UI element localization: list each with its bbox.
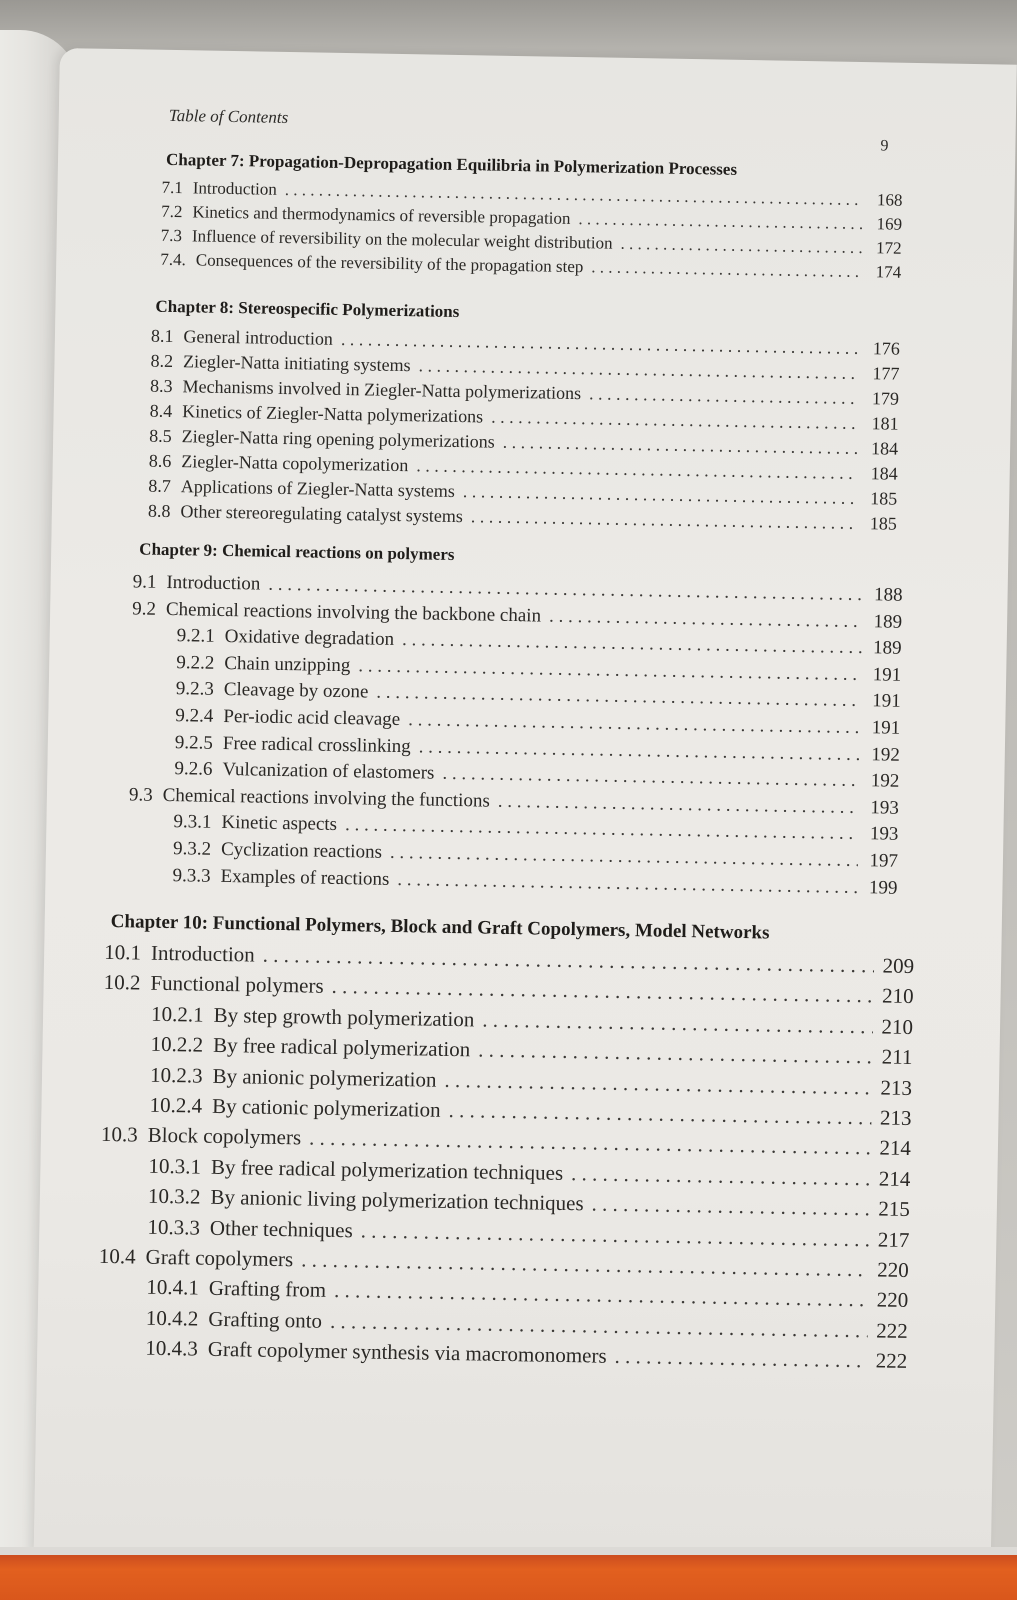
book-page xyxy=(34,48,1017,1569)
section-title: Ziegler-Natta ring opening polymerizations xyxy=(181,426,495,452)
page-number: 9 xyxy=(880,137,889,155)
page-ref: 220 xyxy=(876,1287,909,1313)
section-number: 9.2.2 xyxy=(176,651,215,674)
section-title: Kinetics and thermodynamics of reversible propagation xyxy=(192,202,571,228)
section-number: 8.7 xyxy=(148,475,172,497)
section-number: 10.1 xyxy=(104,939,142,965)
section-title: Other techniques xyxy=(209,1215,354,1242)
dot-leader xyxy=(471,506,857,534)
section-title: Consequences of the reversibility of the propagation step xyxy=(195,250,584,277)
section-title: Block copolymers xyxy=(147,1123,302,1150)
section-number: 7.2 xyxy=(160,201,183,222)
dot-leader xyxy=(620,234,861,258)
page-ref: 222 xyxy=(875,1348,908,1374)
section-title: By free radical polymerization techniques xyxy=(210,1154,564,1185)
page-ref: 181 xyxy=(871,413,899,434)
dot-leader xyxy=(402,629,862,659)
book-cover-edge xyxy=(0,1553,1017,1600)
section-number: 9.2 xyxy=(132,597,157,620)
page-ref: 189 xyxy=(873,610,903,633)
page-ref: 220 xyxy=(877,1257,910,1282)
section-title: Cyclization reactions xyxy=(220,838,383,863)
page-ref: 193 xyxy=(870,797,900,819)
section-number: 9.2.6 xyxy=(174,758,213,780)
section-number: 10.2.3 xyxy=(149,1062,203,1088)
page-ref: 172 xyxy=(875,238,902,258)
dot-leader xyxy=(549,605,862,632)
section-title: Applications of Ziegler-Natta systems xyxy=(180,476,456,501)
dot-leader xyxy=(444,1067,872,1099)
page-ref: 197 xyxy=(869,850,899,872)
page-ref: 213 xyxy=(880,1075,913,1100)
dot-leader xyxy=(591,1192,870,1222)
page-ref: 169 xyxy=(876,214,903,234)
section-number: 9.1 xyxy=(132,571,157,593)
section-number: 7.3 xyxy=(160,225,183,246)
page-ref: 209 xyxy=(882,953,915,979)
section-title: By step growth polymerization xyxy=(213,1002,475,1032)
section-title: Oxidative degradation xyxy=(224,626,395,651)
section-number: 7.4. xyxy=(160,249,186,270)
section-title: Cleavage by ozone xyxy=(223,679,369,703)
dot-leader xyxy=(358,655,861,686)
section-number: 8.8 xyxy=(147,500,171,521)
dot-leader xyxy=(448,1098,871,1130)
page-ref: 179 xyxy=(871,388,900,409)
section-title: Ziegler-Natta initiating systems xyxy=(182,351,411,376)
section-title: Introduction xyxy=(192,178,278,199)
dot-leader xyxy=(482,1007,873,1039)
page-ref: 176 xyxy=(872,338,901,359)
dot-leader xyxy=(345,814,859,845)
section-title: Examples of reactions xyxy=(220,865,390,890)
dot-leader xyxy=(614,1344,867,1373)
dot-leader xyxy=(589,383,859,409)
page-ref: 210 xyxy=(881,983,914,1009)
page-ref: 215 xyxy=(878,1196,911,1222)
section-number: 8.6 xyxy=(148,450,172,472)
page-ref: 213 xyxy=(879,1105,912,1131)
page-ref: 214 xyxy=(879,1135,912,1161)
section-number: 10.2 xyxy=(103,970,141,995)
section-number: 10.3.2 xyxy=(147,1183,201,1209)
dot-leader xyxy=(334,1278,869,1312)
dot-leader xyxy=(463,481,858,509)
page-ref: 193 xyxy=(869,823,899,846)
section-title: Chemical reactions involving the backbone chain xyxy=(165,598,542,627)
dot-leader xyxy=(301,1247,869,1282)
page-ref: 184 xyxy=(870,438,899,459)
dot-leader xyxy=(390,842,858,872)
section-title: Free radical crosslinking xyxy=(222,732,411,757)
section-number: 10.2.2 xyxy=(150,1031,204,1057)
page-ref: 192 xyxy=(870,770,900,792)
dot-leader xyxy=(503,432,859,459)
section-number: 9.3 xyxy=(128,784,153,806)
page-ref: 191 xyxy=(872,664,902,686)
page-ref: 192 xyxy=(871,743,900,766)
dot-leader xyxy=(478,1038,873,1070)
page-ref: 174 xyxy=(875,262,902,282)
section-number: 8.5 xyxy=(149,425,172,447)
page-ref: 185 xyxy=(870,488,898,509)
dot-leader xyxy=(591,257,861,282)
page-ref: 191 xyxy=(872,690,901,713)
dot-leader xyxy=(491,407,859,434)
section-number: 10.4.3 xyxy=(145,1335,199,1361)
page-ref: 177 xyxy=(872,363,900,384)
section-title: General introduction xyxy=(183,326,334,349)
dot-leader xyxy=(571,1161,871,1191)
chapter-heading: Chapter 7: Propagation-Depropagation Equilibria in Polymerization Processes xyxy=(165,149,738,179)
dot-leader xyxy=(361,1218,870,1252)
dot-leader xyxy=(376,682,861,712)
dot-leader xyxy=(418,355,859,384)
section-title: Kinetics of Ziegler-Natta polymerizations xyxy=(182,401,484,427)
running-head: Table of Contents xyxy=(168,105,289,127)
page-ref: 184 xyxy=(870,463,898,484)
dot-leader xyxy=(330,1309,868,1343)
section-number: 10.3.1 xyxy=(148,1153,202,1179)
page-ref: 188 xyxy=(873,584,903,606)
section-number: 8.1 xyxy=(150,325,174,347)
page-ref: 185 xyxy=(869,513,898,534)
dot-leader xyxy=(331,974,873,1008)
section-number: 9.2.3 xyxy=(175,678,215,701)
section-title: Vulcanization of elastomers xyxy=(222,759,435,784)
section-title: Grafting onto xyxy=(208,1306,323,1333)
section-title: Chain unzipping xyxy=(224,652,351,676)
dot-leader xyxy=(419,736,860,766)
page-ref: 214 xyxy=(878,1166,911,1191)
section-number: 10.4.1 xyxy=(146,1275,200,1301)
section-number: 9.3.3 xyxy=(172,864,211,887)
page-ref: 210 xyxy=(881,1014,914,1039)
section-number: 10.3 xyxy=(100,1122,139,1147)
section-title: By anionic polymerization xyxy=(212,1063,437,1092)
dot-leader xyxy=(397,869,857,899)
dot-leader xyxy=(578,209,862,234)
section-number: 9.2.5 xyxy=(174,731,214,754)
dot-leader xyxy=(498,791,859,819)
section-number: 8.4 xyxy=(149,400,173,422)
section-title: Ziegler-Natta copolymerization xyxy=(181,451,409,476)
section-title: Kinetic aspects xyxy=(221,812,338,836)
chapter-heading: Chapter 10: Functional Polymers, Block and Graft Copolymers, Model Networks xyxy=(110,911,770,944)
dot-leader xyxy=(416,455,858,484)
section-title: Grafting from xyxy=(208,1276,327,1303)
section-title: By cationic polymerization xyxy=(211,1093,441,1122)
section-number: 10.2.4 xyxy=(149,1092,203,1118)
section-number: 10.2.1 xyxy=(150,1001,204,1027)
page-ref: 191 xyxy=(871,717,901,739)
section-title: Other stereoregulating catalyst systems xyxy=(180,501,463,527)
section-title: Functional polymers xyxy=(150,971,324,999)
section-title: Influence of reversibility on the molecular weight distribution xyxy=(191,226,613,253)
dot-leader xyxy=(263,943,875,979)
section-number: 9.2.1 xyxy=(176,625,215,647)
section-number: 10.3.3 xyxy=(147,1214,201,1240)
dot-leader xyxy=(408,709,860,739)
section-number: 9.3.2 xyxy=(172,838,212,860)
chapter-heading: Chapter 8: Stereospecific Polymerizations xyxy=(155,296,460,322)
section-title: Graft copolymers xyxy=(145,1244,294,1272)
section-number: 8.2 xyxy=(150,350,174,372)
section-number: 9.3.1 xyxy=(173,811,212,834)
page-ref: 189 xyxy=(872,637,902,659)
dot-leader xyxy=(442,763,859,792)
section-title: Introduction xyxy=(166,571,261,595)
page-ref: 199 xyxy=(868,876,898,899)
page-ref: 211 xyxy=(881,1044,913,1070)
dot-leader xyxy=(309,1126,871,1161)
section-number: 9.2.4 xyxy=(175,705,214,727)
section-title: Chemical reactions involving the functions xyxy=(162,784,491,812)
page-ref: 217 xyxy=(877,1227,910,1252)
section-title: Introduction xyxy=(150,940,255,967)
chapter-heading: Chapter 9: Chemical reactions on polymers xyxy=(139,539,455,564)
section-number: 10.4.2 xyxy=(145,1305,199,1331)
section-title: Per-iodic acid cleavage xyxy=(223,705,401,731)
section-title: Graft copolymer synthesis via macromonomers xyxy=(207,1336,607,1368)
section-title: By free radical polymerization xyxy=(212,1033,471,1062)
section-number: 10.4 xyxy=(98,1243,136,1269)
section-title: By anionic living polymerization techniques xyxy=(210,1184,584,1216)
section-number: 7.1 xyxy=(161,177,183,198)
page-ref: 168 xyxy=(876,190,903,210)
page-ref: 222 xyxy=(876,1318,908,1343)
section-number: 8.3 xyxy=(149,375,173,397)
section-title: Mechanisms involved in Ziegler-Natta polymerizations xyxy=(182,376,582,404)
